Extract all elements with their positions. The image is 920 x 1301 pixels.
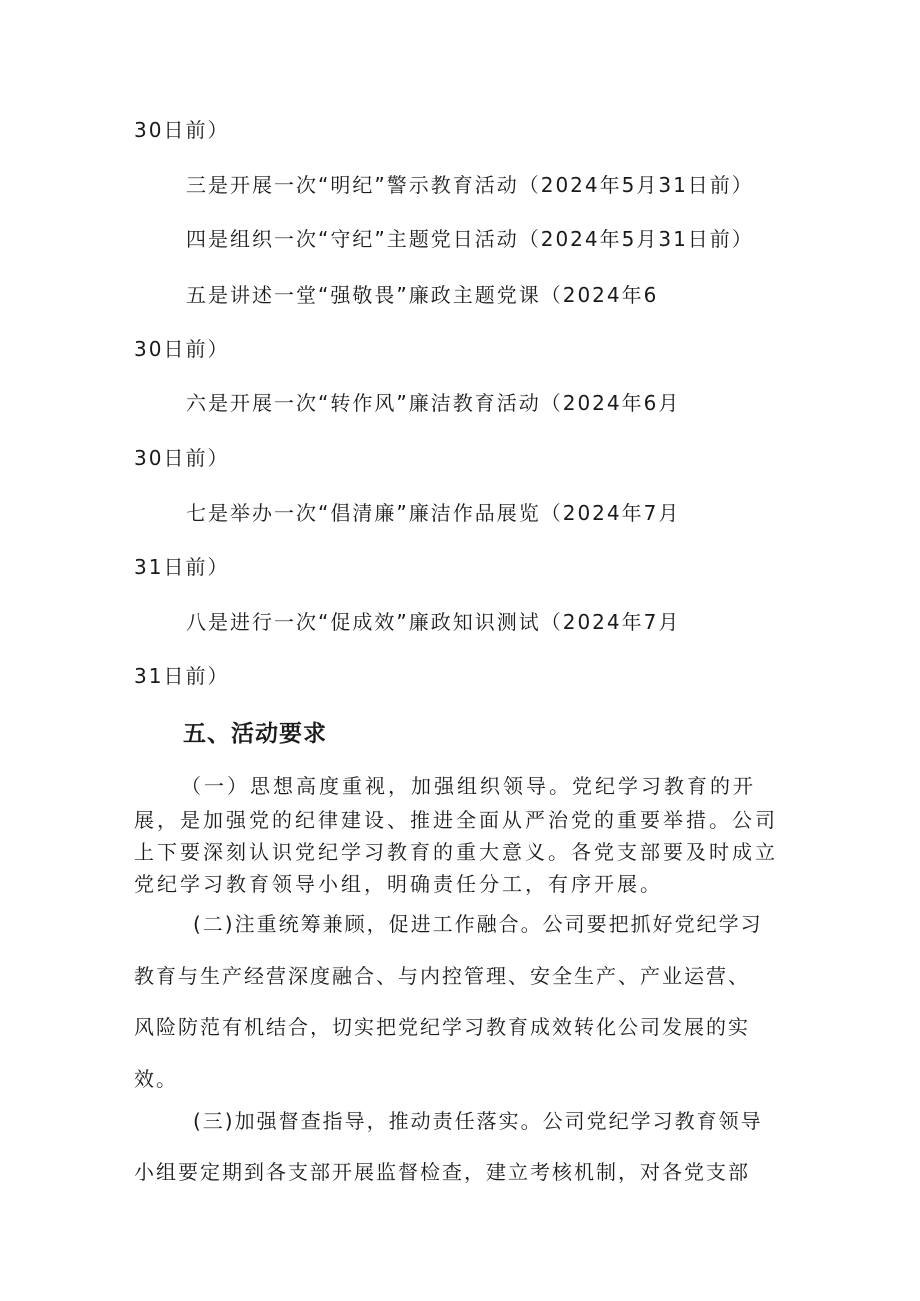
paragraph-2-line-3: 风险防范有机结合，切实把党纪学习教育成效转化公司发展的实 [134,1015,750,1039]
activity-item-7-continuation: 31日前） [134,555,230,579]
section-heading: 五、活动要求 [183,721,327,747]
paragraph-3-line-1: (三)加强督查指导，推动责任落实。公司党纪学习教育领导 [193,1109,763,1133]
paragraph-1-line-2: 展，是加强党的纪律建设、推进全面从严治党的重要举措。公司 [134,808,778,832]
paragraph-1-line-4: 党纪学习教育领导小组，明确责任分工，有序开展。 [134,872,663,896]
activity-item-8: 八是进行一次“促成效”廉政知识测试（2024年7月 [186,610,681,634]
activity-item-6-continuation: 30日前） [134,446,230,470]
activity-item-8-continuation: 31日前） [134,664,230,688]
activity-item-6: 六是开展一次“转作风”廉洁教育活动（2024年6月 [186,391,681,415]
paragraph-3-line-2: 小组要定期到各支部开展监督检查，建立考核机制，对各党支部 [134,1160,750,1184]
activity-item-5: 五是讲述一堂“强敬畏”廉政主题党课（2024年6 [186,283,659,307]
activity-item-5-continuation: 30日前） [134,337,230,361]
paragraph-2-line-4: 效。 [134,1067,178,1091]
activity-item-continuation: 30日前） [134,118,230,142]
activity-item-4: 四是组织一次“守纪”主题党日活动（2024年5月31日前） [186,227,754,251]
activity-item-7: 七是举办一次“倡清廉”廉洁作品展览（2024年7月 [186,501,681,525]
activity-item-3: 三是开展一次“明纪”警示教育活动（2024年5月31日前） [186,173,754,197]
paragraph-2-line-1: (二)注重统筹兼顾，促进工作融合。公司要把抓好党纪学习 [193,912,763,936]
paragraph-1-line-1: （一）思想高度重视，加强组织领导。党纪学习教育的开 [181,774,756,798]
paragraph-1-line-3: 上下要深刻认识党纪学习教育的重大意义。各党支部要及时成立 [134,840,778,864]
paragraph-2-line-2: 教育与生产经营深度融合、与内控管理、安全生产、产业运营、 [134,964,750,988]
